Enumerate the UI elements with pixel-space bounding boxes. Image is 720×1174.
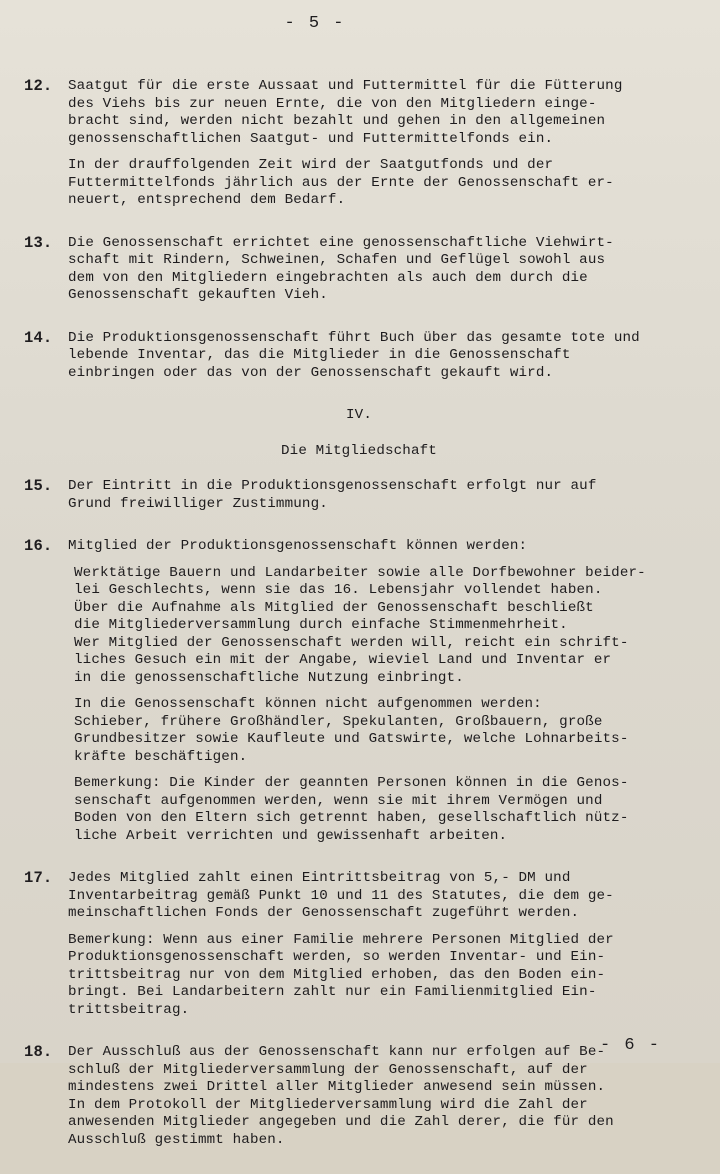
clause-number: 18. (24, 1043, 53, 1061)
clause-paragraph: Der Ausschluß aus der Genossenschaft kann nur erfolgen auf Be- schluß der Mitgliederversammlung der Genossenschaft, auf der mindestens zwei Drittel aller Mitglieder anwesend sein müssen. In dem Protokoll der Mitgliederversammlung wird die Zahl der anwesenden Mitglieder angegeben und die Zahl derer, die für den Ausschluß gestimmt haben. (68, 1044, 614, 1148)
clause-paragraph: Saatgut für die erste Aussaat und Futtermittel für die Fütterung des Viehs bis zur neuen Ernte, die von den Mitgliedern einge- bracht sind, werden nicht bezahlt und gehen in den allgemeinen genossenschaftlichen Saatgut- und Futtermittelfonds ein. (68, 78, 623, 147)
clause-14 (24, 330, 694, 392)
clause-remark: Bemerkung: Die Kinder der geannten Personen können in die Genos- senschaft aufgenommen werden, wenn sie mit ihrem Vermögen und Boden von den Eltern sich getrennt haben, gesellschaftlich nütz- liche Arbeit verrichten und gewissenhaft arbeiten. (74, 775, 629, 844)
clause-paragraph: In die Genossenschaft können nicht aufgenommen werden: Schieber, frühere Großhändler, Spekulanten, Großbauern, große Grundbesitzer sowie Kaufleute und Gatswirte, welche Lohnarbeits- kräfte beschäftigen. (74, 696, 629, 765)
clause-18 (24, 1044, 694, 1158)
clause-paragraph: Mitglied der Produktionsgenossenschaft können werden: (68, 538, 528, 554)
clause-12 (24, 78, 694, 219)
section-heading (24, 407, 694, 460)
clause-number: 13. (24, 233, 53, 252)
clause-paragraph: Der Eintritt in die Produktionsgenossenschaft erfolgt nur auf Grund freiwilliger Zustimmung. (68, 478, 597, 512)
clause-number: 12. (24, 77, 53, 95)
clause-paragraph: In der drauffolgenden Zeit wird der Saatgutfonds und der Futtermittelfonds jährlich aus der Ernte der Genossenschaft er- neuert, entsprechend dem Bedarf. (68, 157, 614, 208)
clause-13 (24, 235, 694, 314)
clause-number: 14. (24, 328, 53, 347)
clause-16 (24, 538, 694, 854)
clause-paragraph: Jedes Mitglied zahlt einen Eintrittsbeitrag von 5,- DM und Inventarbeitrag gemäß Punkt 10 und 11 des Statutes, die dem ge- meinschaftlichen Fonds der Genossenschaft zugeführt werden. (68, 870, 614, 921)
page-number-footer: - 6 - (600, 1036, 662, 1055)
clause-paragraph: Die Genossenschaft errichtet eine genossenschaftliche Viehwirt- schaft mit Rindern, Schweinen, Schafen und Geflügel sowohl aus dem von den Mitgliedern eingebrachten als auch dem durch die Genossenschaft gekauften Vieh. (68, 234, 614, 303)
clause-number: 17. (24, 869, 53, 887)
clause-paragraph: Die Produktionsgenossenschaft führt Buch über das gesamte tote und lebende Inventar, das die Mitglieder in die Genossenschaft einbringen oder das von der Genossenschaft gekauft wird. (68, 329, 640, 381)
page-number-header: - 5 - (284, 14, 346, 33)
clause-remark: Bemerkung: Wenn aus einer Familie mehrere Personen Mitglied der Produktionsgenossenschaft werden, so werden Inventar- und Ein- trittsbeitrag nur von dem Mitglied erhoben, das den Boden ein- bringt. Bei Landarbeitern zahlt nur ein Familienmitglied Ein- trittsbeitrag. (68, 931, 614, 1018)
clause-number: 16. (24, 537, 53, 555)
clause-17 (24, 870, 694, 1028)
document-body (24, 78, 694, 1174)
clause-paragraph: Werktätige Bauern und Landarbeiter sowie alle Dorfbewohner beider- lei Geschlechts, wenn sie das 16. Lebensjahr vollendet haben. Über die Aufnahme als Mitglied der Genossenschaft beschließt die Mitgliederversammlung durch einfache Stimmenmehrheit. Wer Mitglied der Genossenschaft werden will, reicht ein schrift- liches Gesuch ein mit der Angabe, wieviel Land und Inventar er in die genossenschaftliche Nutzung einbringt. (74, 564, 646, 686)
section-numeral: IV. (346, 407, 372, 423)
clause-15 (24, 478, 694, 522)
clause-number: 15. (24, 477, 53, 495)
section-title: Die Mitgliedschaft (281, 442, 437, 459)
